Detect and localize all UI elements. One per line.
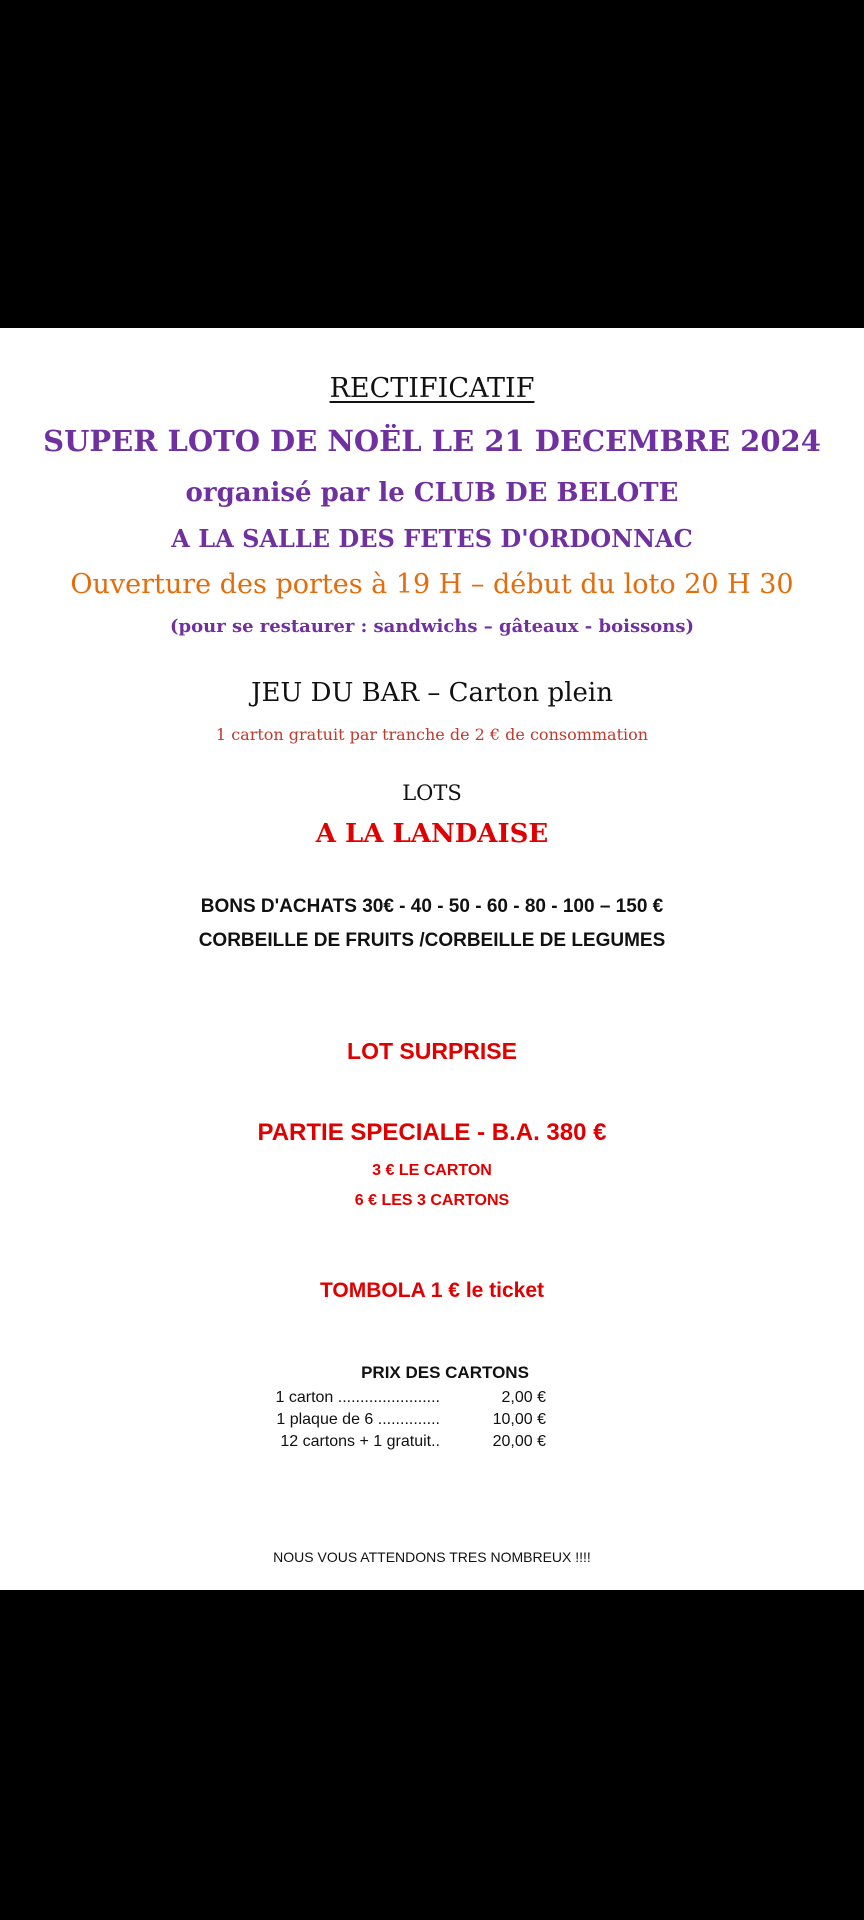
price-table	[275, 1363, 560, 1455]
price-row	[280, 1433, 560, 1455]
special-game: PARTIE SPECIALE - B.A. 380 €	[257, 1119, 607, 1146]
lots-heading: LOTS	[402, 781, 462, 805]
catering-note: (pour se restaurer : sandwichs – gâteaux - boissons)	[170, 616, 694, 637]
lots-theme: A LA LANDAISE	[315, 819, 549, 849]
lot-surprise: LOT SURPRISE	[347, 1038, 517, 1064]
rectificatif-heading: RECTIFICATIF	[329, 373, 535, 404]
tombola-line: TOMBOLA 1 € le ticket	[319, 1279, 545, 1302]
price-label: 12 cartons + 1 gratuit..	[280, 1433, 440, 1450]
price-value: 10,00 €	[492, 1411, 546, 1428]
event-title: SUPER LOTO DE NOËL LE 21 DECEMBRE 2024	[43, 424, 821, 458]
price-table-title: PRIX DES CARTONS	[361, 1363, 529, 1382]
price-row	[275, 1389, 560, 1411]
price-value: 2,00 €	[501, 1389, 546, 1406]
special-price-single: 3 € LE CARTON	[372, 1162, 492, 1179]
venue-line: A LA SALLE DES FETES D'ORDONNAC	[171, 524, 693, 553]
organizer-line: organisé par le CLUB DE BELOTE	[185, 478, 679, 508]
vouchers-line: BONS D'ACHATS 30€ - 40 - 50 - 60 - 80 - 100 – 150 €	[200, 896, 664, 917]
price-label: 1 carton .......................	[275, 1389, 440, 1406]
bar-offer: 1 carton gratuit par tranche de 2 € de consommation	[215, 725, 649, 744]
price-label: 1 plaque de 6 ..............	[276, 1411, 440, 1428]
price-value: 20,00 €	[492, 1433, 546, 1450]
event-poster	[0, 328, 864, 1590]
baskets-line: CORBEILLE DE FRUITS /CORBEILLE DE LEGUMES	[198, 930, 666, 951]
price-row	[276, 1411, 560, 1433]
special-price-three: 6 € LES 3 CARTONS	[354, 1192, 510, 1209]
opening-hours: Ouverture des portes à 19 H – début du loto 20 H 30	[70, 569, 794, 600]
closing-message: NOUS VOUS ATTENDONS TRES NOMBREUX !!!!	[273, 1549, 591, 1565]
bar-game: JEU DU BAR – Carton plein	[251, 678, 613, 708]
